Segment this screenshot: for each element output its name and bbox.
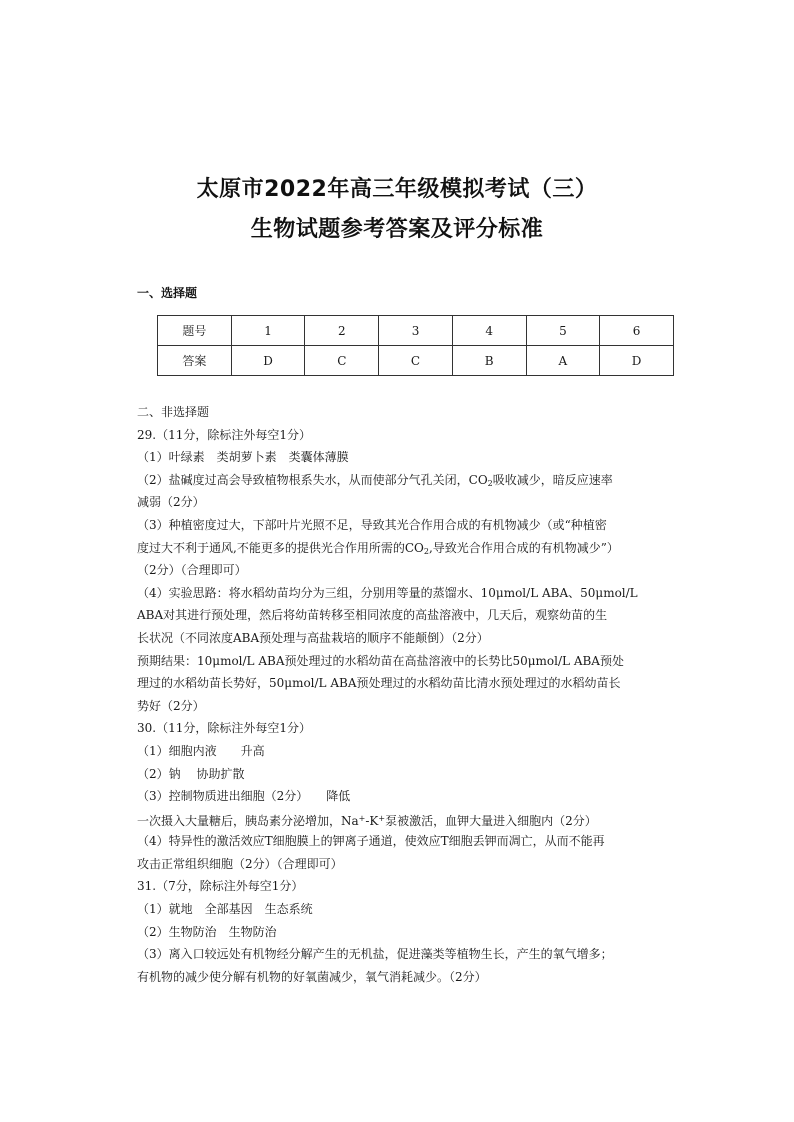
question-31-heading: 31.（7分，除标注外每空1分）: [137, 879, 304, 894]
table-cell: D: [231, 346, 305, 376]
answer-30-3-line2: [137, 808, 667, 831]
question-29-heading: 29.（11分，除标注外每空1分）: [137, 427, 311, 442]
section-heading-non-multiple-choice: 二、非选择题: [137, 405, 210, 419]
text-segment: -K: [365, 813, 379, 828]
table-cell: 2: [305, 316, 379, 346]
table-cell: D: [600, 346, 674, 376]
answer-31-2: （2）生物防治 生物防治: [137, 924, 277, 939]
table-cell: C: [379, 346, 453, 376]
table-cell: 答案: [158, 346, 232, 376]
answer-30-2: （2）钠 协助扩散: [137, 766, 245, 781]
text-segment: 一次摄入大量糖后，胰岛素分泌增加，Na: [137, 813, 359, 828]
answer-29-4-line6: 势好（2分）: [137, 698, 205, 713]
table-cell: 1: [231, 316, 305, 346]
text-segment: ,导致光合作用合成的有机物减少”）: [428, 540, 619, 555]
answer-30-4-line1: （4）特异性的激活效应T细胞膜上的钾离子通道，使效应T细胞丢钾而凋亡，从而不能再: [137, 834, 605, 849]
answer-29-1: （1）叶绿素 类胡萝卜素 类囊体薄膜: [137, 450, 349, 465]
answer-29-4-line4: 预期结果：10μmol/L ABA预处理过的水稻幼苗在高盐溶液中的长势比50μmol/L ABA预处: [137, 653, 624, 668]
text-segment: 吸收减少，暗反应速率: [492, 472, 613, 487]
superscript: +: [378, 813, 386, 823]
answer-31-1: （1）就地 全部基因 生态系统: [137, 902, 313, 917]
answer-29-2-line2: 减弱（2分）: [137, 495, 205, 510]
answer-30-3-line1: （3）控制物质进出细胞（2分） 降低: [137, 789, 351, 804]
table-cell: B: [452, 346, 526, 376]
table-cell: A: [526, 346, 600, 376]
answer-table: [157, 315, 674, 376]
answer-29-4-line2: ABA对其进行预处理，然后将幼苗转移至相同浓度的高盐溶液中，几天后，观察幼苗的生: [137, 608, 608, 623]
subscript: 2: [423, 546, 429, 556]
answer-29-4-line3: 长状况（不同浓度ABA预处理与高盐栽培的顺序不能颠倒）（2分）: [137, 630, 489, 645]
answer-29-4-line5: 理过的水稻幼苗长势好，50μmol/L ABA预处理过的水稻幼苗比清水预处理过的水稻幼苗长: [137, 676, 621, 691]
table-cell: 6: [600, 316, 674, 346]
table-cell: C: [305, 346, 379, 376]
table-row-answers: [158, 346, 674, 376]
table-cell: 5: [526, 316, 600, 346]
table-cell: 题号: [158, 316, 232, 346]
non-multiple-choice-section: [137, 401, 667, 988]
answer-29-3-line2: [137, 537, 667, 560]
answer-31-3-line1: （3）离入口较远处有机物经分解产生的无机盐，促进藻类等植物生长，产生的氧气增多；: [137, 947, 613, 962]
answer-29-3-line3: （2分）（合理即可）: [137, 563, 247, 578]
table-cell: 4: [452, 316, 526, 346]
answer-30-4-line2: 攻击正常组织细胞（2分）（合理即可）: [137, 856, 343, 871]
text-segment: 度过大不利于通风,不能更多的提供光合作用所需的CO: [137, 540, 424, 555]
section-heading-multiple-choice: 一、选择题: [137, 286, 198, 300]
superscript: +: [358, 813, 366, 823]
subscript: 2: [487, 478, 493, 488]
answer-29-3-line1: （3）种植密度过大，下部叶片光照不足，导致其光合作用合成的有机物减少（或“种植密: [137, 517, 607, 532]
answer-29-2-line1: [137, 469, 667, 492]
text-segment: （2）盐碱度过高会导致植物根系失水，从而使部分气孔关闭，CO: [137, 472, 488, 487]
answer-29-4-line1: （4）实验思路：将水稻幼苗均分为三组，分别用等量的蒸馏水、10μmol/L ABA、50μmol/L: [137, 585, 638, 600]
table-row-question-numbers: [158, 316, 674, 346]
question-30-heading: 30.（11分，除标注外每空1分）: [137, 721, 311, 736]
text-segment: 泵被激活，血钾大量进入细胞内（2分）: [385, 813, 597, 828]
exam-title: 太原市2022年高三年级模拟考试（三）: [196, 177, 598, 202]
table-cell: 3: [379, 316, 453, 346]
answer-30-1: （1）细胞内液 升高: [137, 743, 265, 758]
answer-31-3-line2: 有机物的减少使分解有机物的好氧菌减少，氧气消耗减少。（2分）: [137, 969, 487, 984]
exam-subtitle: 生物试题参考答案及评分标准: [250, 217, 544, 242]
